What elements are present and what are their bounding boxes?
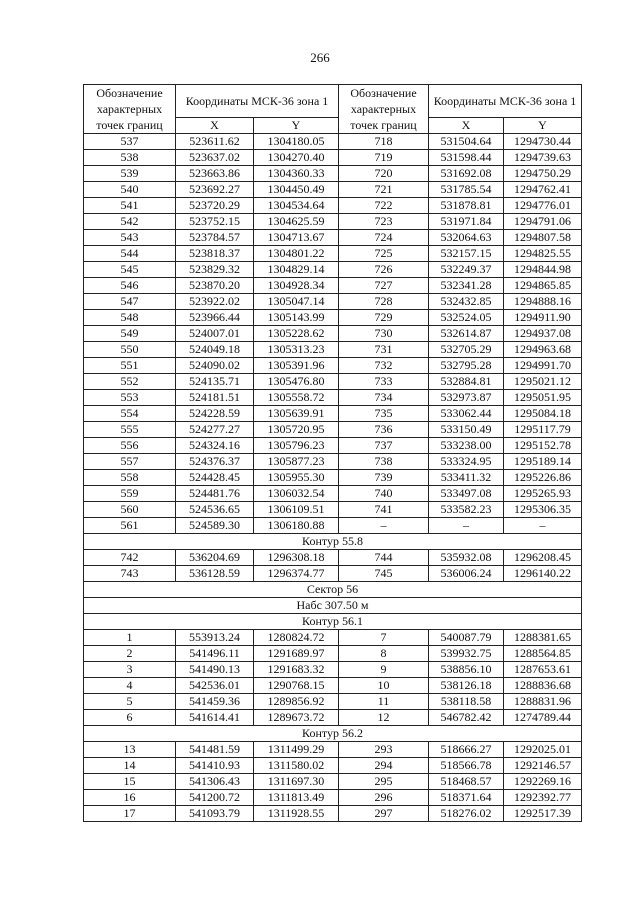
point-id: 11 (339, 694, 429, 710)
point-id: 728 (339, 294, 429, 310)
coord-y: 1294791.06 (504, 214, 582, 230)
coord-y: 1294888.16 (504, 294, 582, 310)
point-id: 9 (339, 662, 429, 678)
coord-y: 1305391.96 (254, 358, 339, 374)
point-id: 739 (339, 470, 429, 486)
coord-x: 538126.18 (429, 678, 504, 694)
coord-x: 518276.02 (429, 806, 504, 822)
point-id: 558 (84, 470, 176, 486)
point-id: 537 (84, 134, 176, 150)
coord-x: 523829.32 (176, 262, 254, 278)
table-row (84, 470, 582, 486)
point-id: 722 (339, 198, 429, 214)
table-row (84, 774, 582, 790)
coord-x: 541490.13 (176, 662, 254, 678)
coord-x: 524324.16 (176, 438, 254, 454)
coord-x: 533150.49 (429, 422, 504, 438)
coord-y: 1287653.61 (504, 662, 582, 678)
coord-x: 523692.27 (176, 182, 254, 198)
coord-y: 1289856.92 (254, 694, 339, 710)
point-id: 730 (339, 326, 429, 342)
coord-x: 532432.85 (429, 294, 504, 310)
coord-y: 1295084.18 (504, 406, 582, 422)
table-row (84, 262, 582, 278)
coord-x: 541459.36 (176, 694, 254, 710)
point-id: 743 (84, 566, 176, 582)
point-id: 546 (84, 278, 176, 294)
coord-y: 1304270.40 (254, 150, 339, 166)
point-id: 721 (339, 182, 429, 198)
coord-x: 541614.41 (176, 710, 254, 726)
table-row (84, 518, 582, 534)
table-row (84, 150, 582, 166)
coord-x: 532973.87 (429, 390, 504, 406)
table-row (84, 710, 582, 726)
table-row (84, 214, 582, 230)
coord-y: 1295152.78 (504, 438, 582, 454)
coord-x: 531971.84 (429, 214, 504, 230)
coord-x: 524135.71 (176, 374, 254, 390)
point-id: 12 (339, 710, 429, 726)
coord-y: 1305877.23 (254, 454, 339, 470)
coord-x: 523752.15 (176, 214, 254, 230)
coord-y: 1306109.51 (254, 502, 339, 518)
point-id: 726 (339, 262, 429, 278)
coord-y: 1294776.01 (504, 198, 582, 214)
coord-y: 1304625.59 (254, 214, 339, 230)
point-id: 14 (84, 758, 176, 774)
table-row (84, 166, 582, 182)
coord-y: 1294750.29 (504, 166, 582, 182)
coord-y: 1304360.33 (254, 166, 339, 182)
coord-y: 1294844.98 (504, 262, 582, 278)
coord-y: 1304713.67 (254, 230, 339, 246)
coord-x: 533238.00 (429, 438, 504, 454)
coord-y: 1288564.85 (504, 646, 582, 662)
coord-y: 1304928.34 (254, 278, 339, 294)
coord-y: 1305143.99 (254, 310, 339, 326)
point-id: 733 (339, 374, 429, 390)
table-row (84, 390, 582, 406)
coord-x: 533411.32 (429, 470, 504, 486)
point-id: 553 (84, 390, 176, 406)
point-id: 731 (339, 342, 429, 358)
coord-y: 1294762.41 (504, 182, 582, 198)
header-row (84, 85, 582, 118)
table-row (84, 550, 582, 566)
coord-x: 524049.18 (176, 342, 254, 358)
coord-y: 1291689.97 (254, 646, 339, 662)
point-id: 741 (339, 502, 429, 518)
table-row (84, 646, 582, 662)
coord-y: 1305476.80 (254, 374, 339, 390)
coord-y: 1311928.55 (254, 806, 339, 822)
point-id: 727 (339, 278, 429, 294)
coord-y: 1294963.68 (504, 342, 582, 358)
coord-x: 538856.10 (429, 662, 504, 678)
coord-y: 1288836.68 (504, 678, 582, 694)
coord-x: 523784.57 (176, 230, 254, 246)
point-id: 15 (84, 774, 176, 790)
coord-y: 1305955.30 (254, 470, 339, 486)
point-id: 729 (339, 310, 429, 326)
coord-x: 532064.63 (429, 230, 504, 246)
x-header: X (176, 118, 254, 134)
point-id: 2 (84, 646, 176, 662)
table-row (84, 678, 582, 694)
table-row (84, 326, 582, 342)
table-row (84, 662, 582, 678)
coord-x: 531598.44 (429, 150, 504, 166)
point-id: 745 (339, 566, 429, 582)
point-id: 732 (339, 358, 429, 374)
section-row (84, 614, 582, 630)
point-id: 10 (339, 678, 429, 694)
coord-x: 542536.01 (176, 678, 254, 694)
section-title: Контур 56.2 (84, 726, 582, 742)
point-id: 8 (339, 646, 429, 662)
point-id: 540 (84, 182, 176, 198)
coordinates-table (83, 84, 582, 822)
coord-y: 1294937.08 (504, 326, 582, 342)
coord-x: 539932.75 (429, 646, 504, 662)
point-id: 723 (339, 214, 429, 230)
coord-x: 524090.02 (176, 358, 254, 374)
coord-y: 1296140.22 (504, 566, 582, 582)
coord-y: 1295051.95 (504, 390, 582, 406)
coord-x: 532884.81 (429, 374, 504, 390)
table-row (84, 438, 582, 454)
section-row (84, 726, 582, 742)
table-row (84, 198, 582, 214)
point-id: 744 (339, 550, 429, 566)
coord-x: 523637.02 (176, 150, 254, 166)
point-id: 5 (84, 694, 176, 710)
coord-y: 1291683.32 (254, 662, 339, 678)
coord-x: – (429, 518, 504, 534)
coord-x: 524376.37 (176, 454, 254, 470)
coord-y: 1311580.02 (254, 758, 339, 774)
coord-y: 1295306.35 (504, 502, 582, 518)
coord-y: 1305558.72 (254, 390, 339, 406)
point-id: 736 (339, 422, 429, 438)
x-header: X (429, 118, 504, 134)
coord-y: 1296208.45 (504, 550, 582, 566)
coord-y: 1304180.05 (254, 134, 339, 150)
coord-x: 532795.28 (429, 358, 504, 374)
coord-x: 546782.42 (429, 710, 504, 726)
table-row (84, 790, 582, 806)
y-header: Y (504, 118, 582, 134)
point-id: 16 (84, 790, 176, 806)
point-id: 735 (339, 406, 429, 422)
point-id: 549 (84, 326, 176, 342)
point-id: 294 (339, 758, 429, 774)
table-row (84, 342, 582, 358)
coord-y: 1294911.90 (504, 310, 582, 326)
point-id: 740 (339, 486, 429, 502)
coord-y: 1292025.01 (504, 742, 582, 758)
coord-x: 532524.05 (429, 310, 504, 326)
table-row (84, 294, 582, 310)
coord-x: 531692.08 (429, 166, 504, 182)
table-row (84, 806, 582, 822)
coord-x: 518666.27 (429, 742, 504, 758)
coord-x: 538118.58 (429, 694, 504, 710)
coord-x: 533497.08 (429, 486, 504, 502)
point-id: 547 (84, 294, 176, 310)
point-id: 737 (339, 438, 429, 454)
coord-x: 532705.29 (429, 342, 504, 358)
section-title: Контур 56.1 (84, 614, 582, 630)
point-id: 742 (84, 550, 176, 566)
table-row (84, 742, 582, 758)
point-id: 4 (84, 678, 176, 694)
coord-x: 541481.59 (176, 742, 254, 758)
coord-x: 523966.44 (176, 310, 254, 326)
point-id: 539 (84, 166, 176, 182)
table-row (84, 566, 582, 582)
point-id: 559 (84, 486, 176, 502)
section-row (84, 582, 582, 598)
coord-x: 541410.93 (176, 758, 254, 774)
coord-x: 531504.64 (429, 134, 504, 150)
coord-y: 1295226.86 (504, 470, 582, 486)
point-id: 297 (339, 806, 429, 822)
coord-x: 540087.79 (429, 630, 504, 646)
coord-y: 1305313.23 (254, 342, 339, 358)
coord-x: 541093.79 (176, 806, 254, 822)
coord-x: 541496.11 (176, 646, 254, 662)
point-id: 13 (84, 742, 176, 758)
coord-y: 1295117.79 (504, 422, 582, 438)
coord-x: 524007.01 (176, 326, 254, 342)
table-row (84, 310, 582, 326)
point-id: 544 (84, 246, 176, 262)
coord-x: 524181.51 (176, 390, 254, 406)
point-id: 542 (84, 214, 176, 230)
point-id: 1 (84, 630, 176, 646)
point-id: 725 (339, 246, 429, 262)
coord-x: 523818.37 (176, 246, 254, 262)
coord-x: 533324.95 (429, 454, 504, 470)
coord-x: 524228.59 (176, 406, 254, 422)
coord-x: 533582.23 (429, 502, 504, 518)
coord-x: 518468.57 (429, 774, 504, 790)
coord-y: 1294825.55 (504, 246, 582, 262)
coord-y: 1295265.93 (504, 486, 582, 502)
table-row (84, 374, 582, 390)
point-id: 6 (84, 710, 176, 726)
section-title: Контур 55.8 (84, 534, 582, 550)
coord-x: 553913.24 (176, 630, 254, 646)
coord-y: 1294730.44 (504, 134, 582, 150)
coord-y: 1306032.54 (254, 486, 339, 502)
coord-x: 541306.43 (176, 774, 254, 790)
table-row (84, 278, 582, 294)
section-title: Сектор 56 (84, 582, 582, 598)
coord-y: 1274789.44 (504, 710, 582, 726)
table-row (84, 182, 582, 198)
point-id: 551 (84, 358, 176, 374)
table-row (84, 358, 582, 374)
coord-y: 1280824.72 (254, 630, 339, 646)
coord-y: 1304801.22 (254, 246, 339, 262)
coord-y: 1305228.62 (254, 326, 339, 342)
point-id: 17 (84, 806, 176, 822)
point-id: 738 (339, 454, 429, 470)
point-id: 548 (84, 310, 176, 326)
coord-y: 1292517.39 (504, 806, 582, 822)
coord-y: 1296374.77 (254, 566, 339, 582)
coords-header: Координаты МСК-36 зона 1 (176, 85, 339, 118)
coord-y: 1296308.18 (254, 550, 339, 566)
table-row (84, 422, 582, 438)
point-id: 724 (339, 230, 429, 246)
coord-x: 524277.27 (176, 422, 254, 438)
y-header: Y (254, 118, 339, 134)
table-row (84, 694, 582, 710)
coord-x: 532341.28 (429, 278, 504, 294)
table-row (84, 486, 582, 502)
coord-y: 1292269.16 (504, 774, 582, 790)
coord-y: 1311813.49 (254, 790, 339, 806)
point-id: 555 (84, 422, 176, 438)
coord-x: 524481.76 (176, 486, 254, 502)
coord-x: 531878.81 (429, 198, 504, 214)
point-id: 720 (339, 166, 429, 182)
point-id: 293 (339, 742, 429, 758)
point-id: 561 (84, 518, 176, 534)
coord-x: 524589.30 (176, 518, 254, 534)
coord-x: 518566.78 (429, 758, 504, 774)
designation-header: Обозначение характерных точек границ (339, 85, 429, 134)
coord-y: 1295021.12 (504, 374, 582, 390)
point-id: – (339, 518, 429, 534)
point-id: 296 (339, 790, 429, 806)
point-id: 3 (84, 662, 176, 678)
point-id: 550 (84, 342, 176, 358)
coord-x: 532614.87 (429, 326, 504, 342)
section-row (84, 534, 582, 550)
coord-x: 541200.72 (176, 790, 254, 806)
point-id: 541 (84, 198, 176, 214)
table-row (84, 630, 582, 646)
point-id: 552 (84, 374, 176, 390)
point-id: 545 (84, 262, 176, 278)
coord-x: 523720.29 (176, 198, 254, 214)
point-id: 295 (339, 774, 429, 790)
point-id: 556 (84, 438, 176, 454)
coord-x: 536204.69 (176, 550, 254, 566)
coord-y: 1290768.15 (254, 678, 339, 694)
coord-x: 532249.37 (429, 262, 504, 278)
point-id: 718 (339, 134, 429, 150)
coord-x: 523922.02 (176, 294, 254, 310)
coord-y: 1294807.58 (504, 230, 582, 246)
page-number: 266 (310, 50, 330, 65)
coord-y: 1292146.57 (504, 758, 582, 774)
coord-x: 531785.54 (429, 182, 504, 198)
coord-y: 1311499.29 (254, 742, 339, 758)
point-id: 538 (84, 150, 176, 166)
point-id: 554 (84, 406, 176, 422)
coord-x: 536128.59 (176, 566, 254, 582)
table-row (84, 502, 582, 518)
coord-x: 532157.15 (429, 246, 504, 262)
point-id: 7 (339, 630, 429, 646)
point-id: 557 (84, 454, 176, 470)
coord-x: 523870.20 (176, 278, 254, 294)
coords-header: Координаты МСК-36 зона 1 (429, 85, 582, 118)
point-id: 543 (84, 230, 176, 246)
coord-y: 1292392.77 (504, 790, 582, 806)
coord-y: 1305796.23 (254, 438, 339, 454)
coord-y: 1289673.72 (254, 710, 339, 726)
table-row (84, 758, 582, 774)
point-id: 734 (339, 390, 429, 406)
coord-y: 1288381.65 (504, 630, 582, 646)
coord-y: 1305639.91 (254, 406, 339, 422)
coord-x: 524536.65 (176, 502, 254, 518)
coord-y: 1304829.14 (254, 262, 339, 278)
section-subtitle: Набс 307.50 м (84, 598, 582, 614)
coord-x: 523663.86 (176, 166, 254, 182)
coord-y: 1305047.14 (254, 294, 339, 310)
section-row (84, 598, 582, 614)
coord-x: 523611.62 (176, 134, 254, 150)
table-row (84, 230, 582, 246)
coord-y: 1294991.70 (504, 358, 582, 374)
coord-y: 1288831.96 (504, 694, 582, 710)
designation-header: Обозначение характерных точек границ (84, 85, 176, 134)
coord-y: 1305720.95 (254, 422, 339, 438)
coord-y: 1304450.49 (254, 182, 339, 198)
coord-y: – (504, 518, 582, 534)
coord-x: 536006.24 (429, 566, 504, 582)
point-id: 560 (84, 502, 176, 518)
table-body (84, 134, 582, 822)
coord-y: 1294739.63 (504, 150, 582, 166)
table-row (84, 454, 582, 470)
coord-y: 1306180.88 (254, 518, 339, 534)
coord-y: 1295189.14 (504, 454, 582, 470)
coord-y: 1294865.85 (504, 278, 582, 294)
coord-y: 1304534.64 (254, 198, 339, 214)
coord-x: 533062.44 (429, 406, 504, 422)
coord-x: 524428.45 (176, 470, 254, 486)
coord-y: 1311697.30 (254, 774, 339, 790)
coord-x: 535932.08 (429, 550, 504, 566)
point-id: 719 (339, 150, 429, 166)
coord-x: 518371.64 (429, 790, 504, 806)
table-row (84, 246, 582, 262)
table-row (84, 406, 582, 422)
table-row (84, 134, 582, 150)
